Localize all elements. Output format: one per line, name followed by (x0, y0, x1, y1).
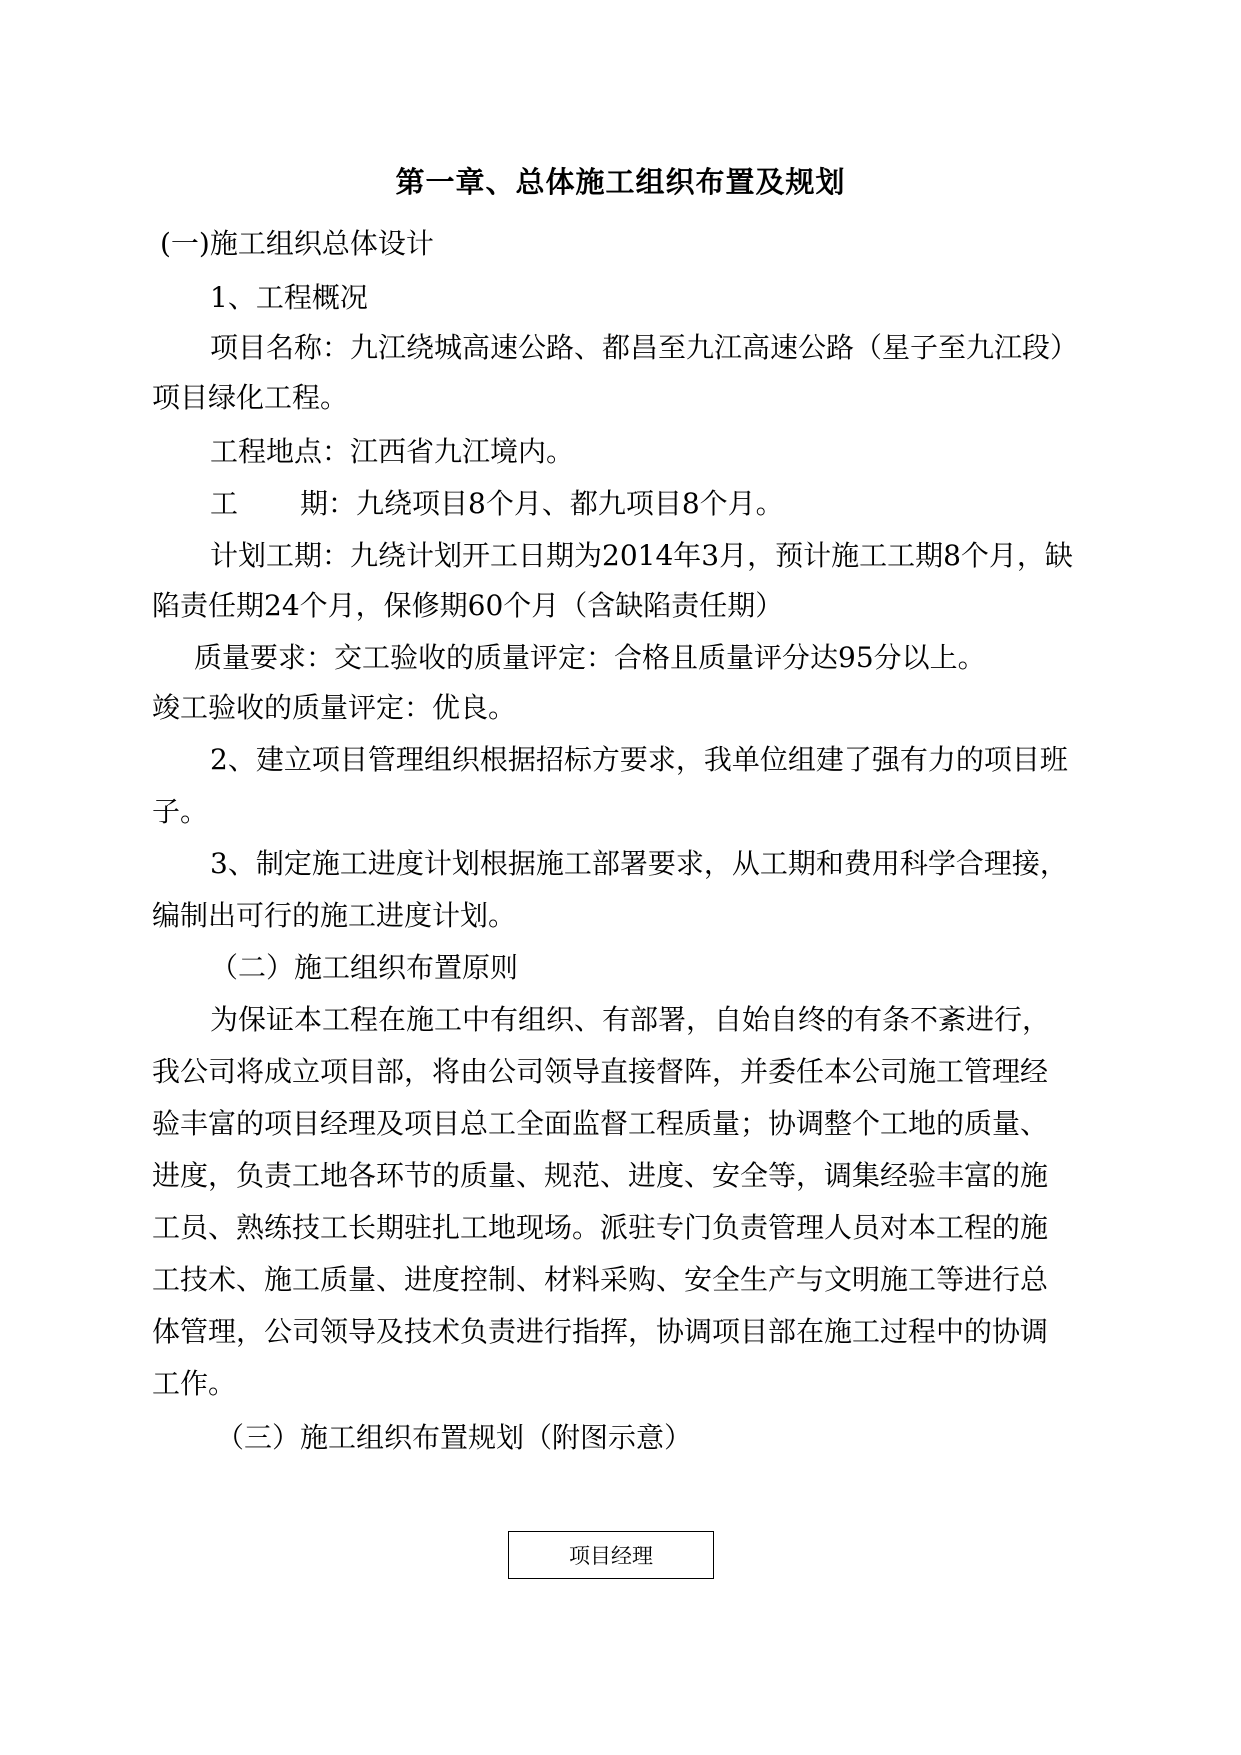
section2-line: 验丰富的项目经理及项目总工全面监督工程质量；协调整个工地的质量、 (152, 1107, 1049, 1140)
item3-line1: 3、制定施工进度计划根据施工部署要求，从工期和费用科学合理接， (210, 847, 1068, 880)
location-line: 工程地点：江西省九江境内。 (210, 435, 575, 468)
section3-heading: （三）施工组织布置规划（附图示意） (216, 1421, 693, 1454)
duration-label: 工 (210, 487, 239, 520)
section1-heading: (一)施工组织总体设计 (160, 227, 434, 260)
section2-line: 体管理，公司领导及技术负责进行指挥，协调项目部在施工过程中的协调 (152, 1315, 1049, 1348)
item2-line1: 2、建立项目管理组织根据招标方要求，我单位组建了强有力的项目班 (210, 743, 1068, 776)
item2-line2: 子。 (152, 795, 209, 828)
section2-line: 进度，负责工地各环节的质量、规范、进度、安全等，调集经验丰富的施 (152, 1159, 1049, 1192)
section2-line: 工技术、施工质量、进度控制、材料采购、安全生产与文明施工等进行总 (152, 1263, 1049, 1296)
duration-value: 期：九绕项目8个月、都九项目8个月。 (300, 487, 784, 520)
quality-line2: 竣工验收的质量评定：优良。 (152, 691, 517, 724)
section2-line: 工员、熟练技工长期驻扎工地现场。派驻专门负责管理人员对本工程的施 (152, 1211, 1049, 1244)
plan-line2: 陷责任期24个月，保修期60个月（含缺陷责任期） (152, 589, 784, 622)
org-chart-box-label: 项目经理 (569, 1544, 653, 1568)
chapter-title: 第一章、总体施工组织布置及规划 (395, 165, 846, 199)
section2-line: 为保证本工程在施工中有组织、有部署，自始自终的有条不紊进行， (210, 1003, 1051, 1036)
section2-line: 我公司将成立项目部，将由公司领导直接督阵，并委任本公司施工管理经 (152, 1055, 1049, 1088)
project-name-line1: 项目名称：九江绕城高速公路、都昌至九江高速公路（星子至九江段） (210, 331, 1079, 364)
item3-line2: 编制出可行的施工进度计划。 (152, 899, 517, 932)
org-chart-project-manager-box (508, 1531, 714, 1579)
plan-line1: 计划工期：九绕计划开工日期为2014年3月，预计施工工期8个月，缺 (210, 539, 1073, 572)
section2-heading: （二）施工组织布置原则 (210, 951, 519, 984)
quality-line1: 质量要求：交工验收的质量评定：合格且质量评分达95分以上。 (194, 641, 986, 674)
section2-line: 工作。 (152, 1367, 237, 1400)
project-name-line2: 项目绿化工程。 (152, 381, 349, 414)
item1-heading: 1、工程概况 (210, 281, 368, 314)
